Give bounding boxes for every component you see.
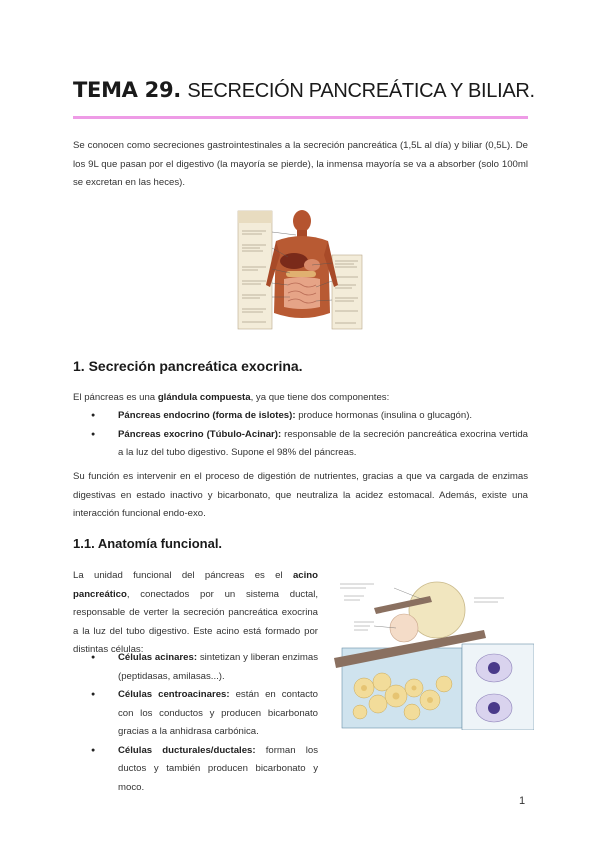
- section11-bullet-list: [91, 649, 318, 797]
- section1-lead-post: , ya que tiene dos componentes:: [250, 392, 390, 403]
- section1-lead-bold: glándula compuesta: [157, 392, 251, 403]
- bullet-text: forman los ductos y también producen bicarbonato y moco.: [118, 744, 318, 793]
- list-item: [91, 686, 318, 742]
- bullet-text: produce hormonas (insulina o glucagón).: [295, 410, 473, 421]
- title-number: TEMA 29.: [73, 78, 181, 102]
- section1-lead-pre: El páncreas es una: [73, 392, 158, 403]
- list-item: [91, 649, 318, 686]
- bullet-bold: Páncreas exocrino (Túbulo-Acinar):: [118, 428, 282, 440]
- bullet-text: responsable de la secreción pancreática exocrina vertida a la luz del tubo digestivo. Supone el 98% del páncreas.: [118, 428, 529, 458]
- section11-lead-pre: La unidad funcional del páncreas es el: [73, 570, 293, 581]
- section-heading-1: 1. Secreción pancreática exocrina.: [73, 358, 303, 374]
- bullet-bold: Células centroacinares:: [118, 689, 230, 700]
- section1-bullet-list: [91, 407, 528, 463]
- section11-lead: [73, 567, 318, 660]
- section1-lead: [73, 389, 528, 408]
- pancreatic-acinus-figure: [334, 578, 534, 730]
- page-title: [73, 78, 535, 103]
- intro-paragraph: Se conocen como secreciones gastrointestinales a la secreción pancreática (1,5L al día) y biliar (0,5L). De los 9L que pasan por el digestivo (la mayoría se pierde), la inmensa mayoría se va a absorber (solo 100ml se excretan en las heces).: [73, 140, 528, 188]
- section11-lead-post: , conectados por un sistema ductal, responsable de verter la secreción pancreática exocrina a la luz del tubo digestivo. Este acino está formado por distintas células:: [73, 588, 318, 655]
- bullet-bold: Páncreas endocrino (forma de islotes):: [118, 410, 296, 421]
- list-item: [91, 742, 318, 798]
- list-item: [91, 407, 528, 426]
- section1-paragraph: Su función es intervenir en el proceso de digestión de nutrientes, gracias a que va cargada de enzimas digestivas en estado inactivo y bicarbonato, que neutraliza la acidez estomacal. Además, existe una interacción funcional endo-exo.: [73, 471, 528, 519]
- title-text: SECRECIÓN PANCREÁTICA Y BILIAR.: [187, 80, 535, 102]
- section-heading-1-1: 1.1. Anatomía funcional.: [73, 536, 223, 551]
- bullet-bold: Células acinares:: [118, 652, 198, 663]
- page-number: 1: [519, 795, 526, 807]
- section11-lead-bold: acino pancreático: [73, 570, 318, 600]
- title-underline: [73, 116, 528, 119]
- bullet-text: sintetizan y liberan enzimas (peptidasas, amilasas...).: [118, 652, 318, 682]
- bullet-bold: Células ducturales/ductales:: [118, 744, 256, 756]
- digestive-system-figure: [236, 205, 364, 333]
- list-item: [91, 426, 528, 463]
- bullet-text: están en contacto con los conductos y producen bicarbonato gracias a la anhidrasa carbónica.: [118, 689, 319, 737]
